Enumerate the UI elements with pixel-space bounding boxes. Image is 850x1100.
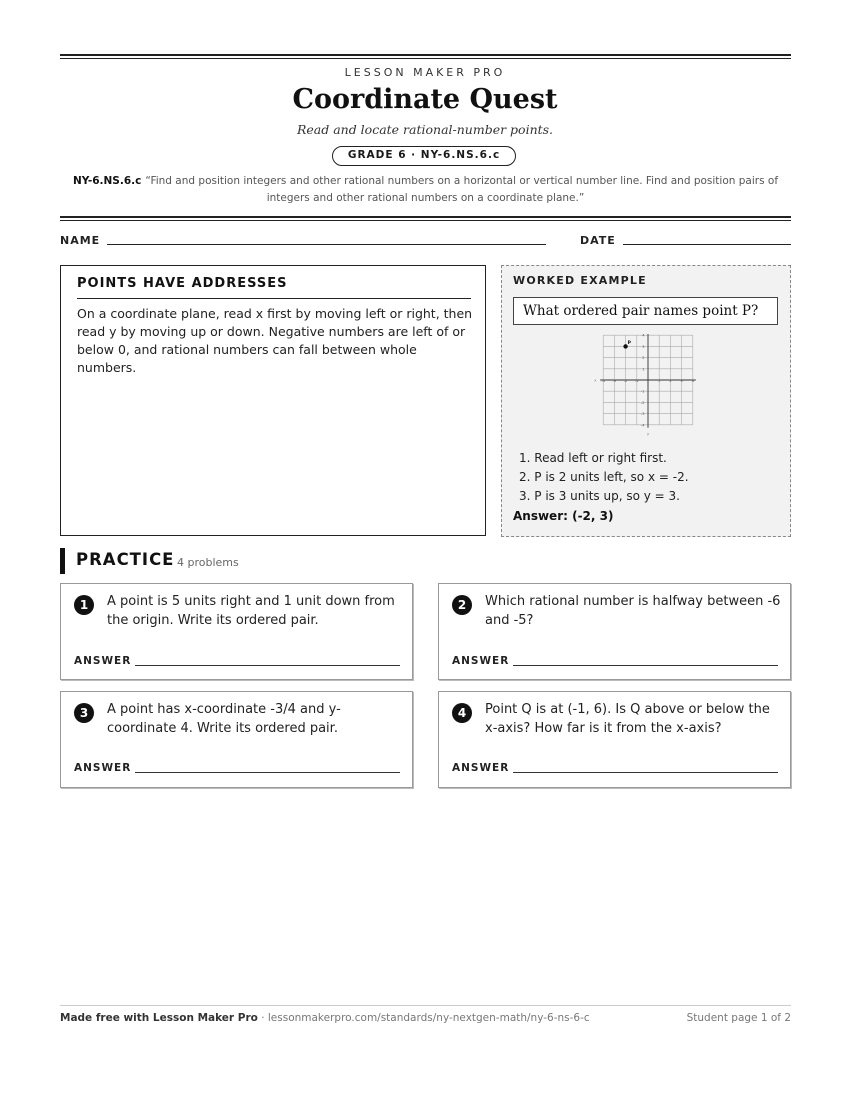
problem-text: Point Q is at (-1, 6). Is Q above or below the x-axis? How far is it from the x-axis?	[485, 702, 770, 736]
grade-badge: GRADE 6 · NY-6.NS.6.c	[332, 146, 516, 166]
concept-box	[60, 265, 486, 536]
y-tick-label: 4	[642, 334, 645, 338]
problem-number: 1	[74, 595, 94, 615]
worked-example-question: What ordered pair names point P?	[513, 297, 778, 325]
step-item: 1. Read left or right first.	[519, 451, 667, 465]
answer-field[interactable]	[135, 772, 400, 773]
practice-count: 4 problems	[177, 556, 239, 569]
answer-label: ANSWER	[74, 762, 132, 774]
concept-heading: POINTS HAVE ADDRESSES	[77, 276, 288, 291]
problem-card-1	[60, 583, 413, 680]
problem-number: 3	[74, 703, 94, 723]
coordinate-plane-graph	[592, 334, 704, 446]
step-item: 2. P is 2 units left, so x = -2.	[519, 470, 689, 484]
worked-example-box	[501, 265, 791, 537]
footer-made-with: Made free with Lesson Maker Pro	[60, 1012, 258, 1024]
y-tick-label: 1	[642, 366, 645, 372]
answer-label: ANSWER	[452, 762, 510, 774]
date-field[interactable]	[623, 244, 791, 245]
x-tick-label: -2	[623, 378, 628, 383]
y-tick-label: 3	[642, 343, 645, 349]
answer-field[interactable]	[513, 772, 778, 773]
answer-label: ANSWER	[452, 655, 510, 667]
footer-page-number: Student page 1 of 2	[686, 1012, 791, 1024]
answer-label: ANSWER	[74, 655, 132, 667]
worked-example-answer: Answer: (-2, 3)	[513, 509, 614, 523]
name-label: NAME	[60, 234, 101, 247]
step-item: 3. P is 3 units up, so y = 3.	[519, 489, 680, 503]
y-tick-label: -1	[640, 388, 645, 394]
brand-name: LESSON MAKER PRO	[344, 66, 506, 79]
point-p-label: P	[627, 340, 631, 346]
problem-card-2	[438, 583, 791, 680]
problem-card-4	[438, 691, 791, 788]
answer-field[interactable]	[135, 665, 400, 666]
page-subtitle: Read and locate rational-number points.	[296, 122, 554, 137]
y-tick-label: -3	[640, 411, 645, 417]
standard-code: NY-6.NS.6.c	[72, 175, 142, 187]
practice-title: PRACTICE	[76, 550, 175, 569]
x-tick-label: 4	[691, 378, 695, 383]
problem-number: 2	[452, 595, 472, 615]
y-tick-label: -4	[640, 422, 645, 428]
answer-field[interactable]	[513, 665, 778, 666]
standard-statement	[60, 173, 791, 207]
header-bottom-rule	[60, 216, 791, 221]
x-tick-label: 1	[657, 378, 661, 383]
page-title: Coordinate Quest	[292, 84, 558, 115]
problem-text: A point has x-coordinate -3/4 and y-coordinate 4. Write its ordered pair.	[107, 702, 341, 736]
worked-example-steps	[519, 449, 689, 506]
x-tick-label: -3	[612, 378, 617, 383]
problem-text: A point is 5 units right and 1 unit down from the origin. Write its ordered pair.	[107, 594, 395, 628]
x-tick-label: -4	[601, 378, 606, 383]
concept-heading-rule	[77, 298, 471, 299]
problem-text: Which rational number is halfway between -6 and -5?	[485, 594, 781, 628]
y-tick-label: 2	[642, 355, 645, 361]
footer-credit	[60, 1012, 590, 1024]
footer-url[interactable]: · lessonmakerpro.com/standards/ny-nextgen-math/ny-6-ns-6-c	[257, 1012, 590, 1024]
problem-number: 4	[452, 703, 472, 723]
x-tick-label: 2	[669, 378, 672, 383]
problem-card-3	[60, 691, 413, 788]
y-tick-label: -2	[640, 399, 645, 405]
x-axis-label: x	[594, 377, 597, 383]
practice-accent-bar	[60, 548, 65, 574]
standard-text: “Find and position integers and other rational numbers on a horizontal or vertical number line. Find and position pairs of integers and other rational numbers on a coordinate plane.”	[145, 175, 779, 204]
top-rule	[60, 54, 791, 59]
y-axis-label: y	[647, 430, 650, 436]
name-field[interactable]	[107, 244, 546, 245]
worked-example-label: WORKED EXAMPLE	[513, 274, 647, 287]
footer-rule	[60, 1005, 791, 1006]
x-tick-label: 3	[680, 378, 683, 383]
x-tick-label: -1	[634, 378, 639, 383]
concept-body: On a coordinate plane, read x first by moving left or right, then read y by moving up or down. Negative numbers are left of or below 0, and rational numbers can fall between whole numbers.	[77, 306, 473, 375]
date-label: DATE	[580, 234, 616, 247]
